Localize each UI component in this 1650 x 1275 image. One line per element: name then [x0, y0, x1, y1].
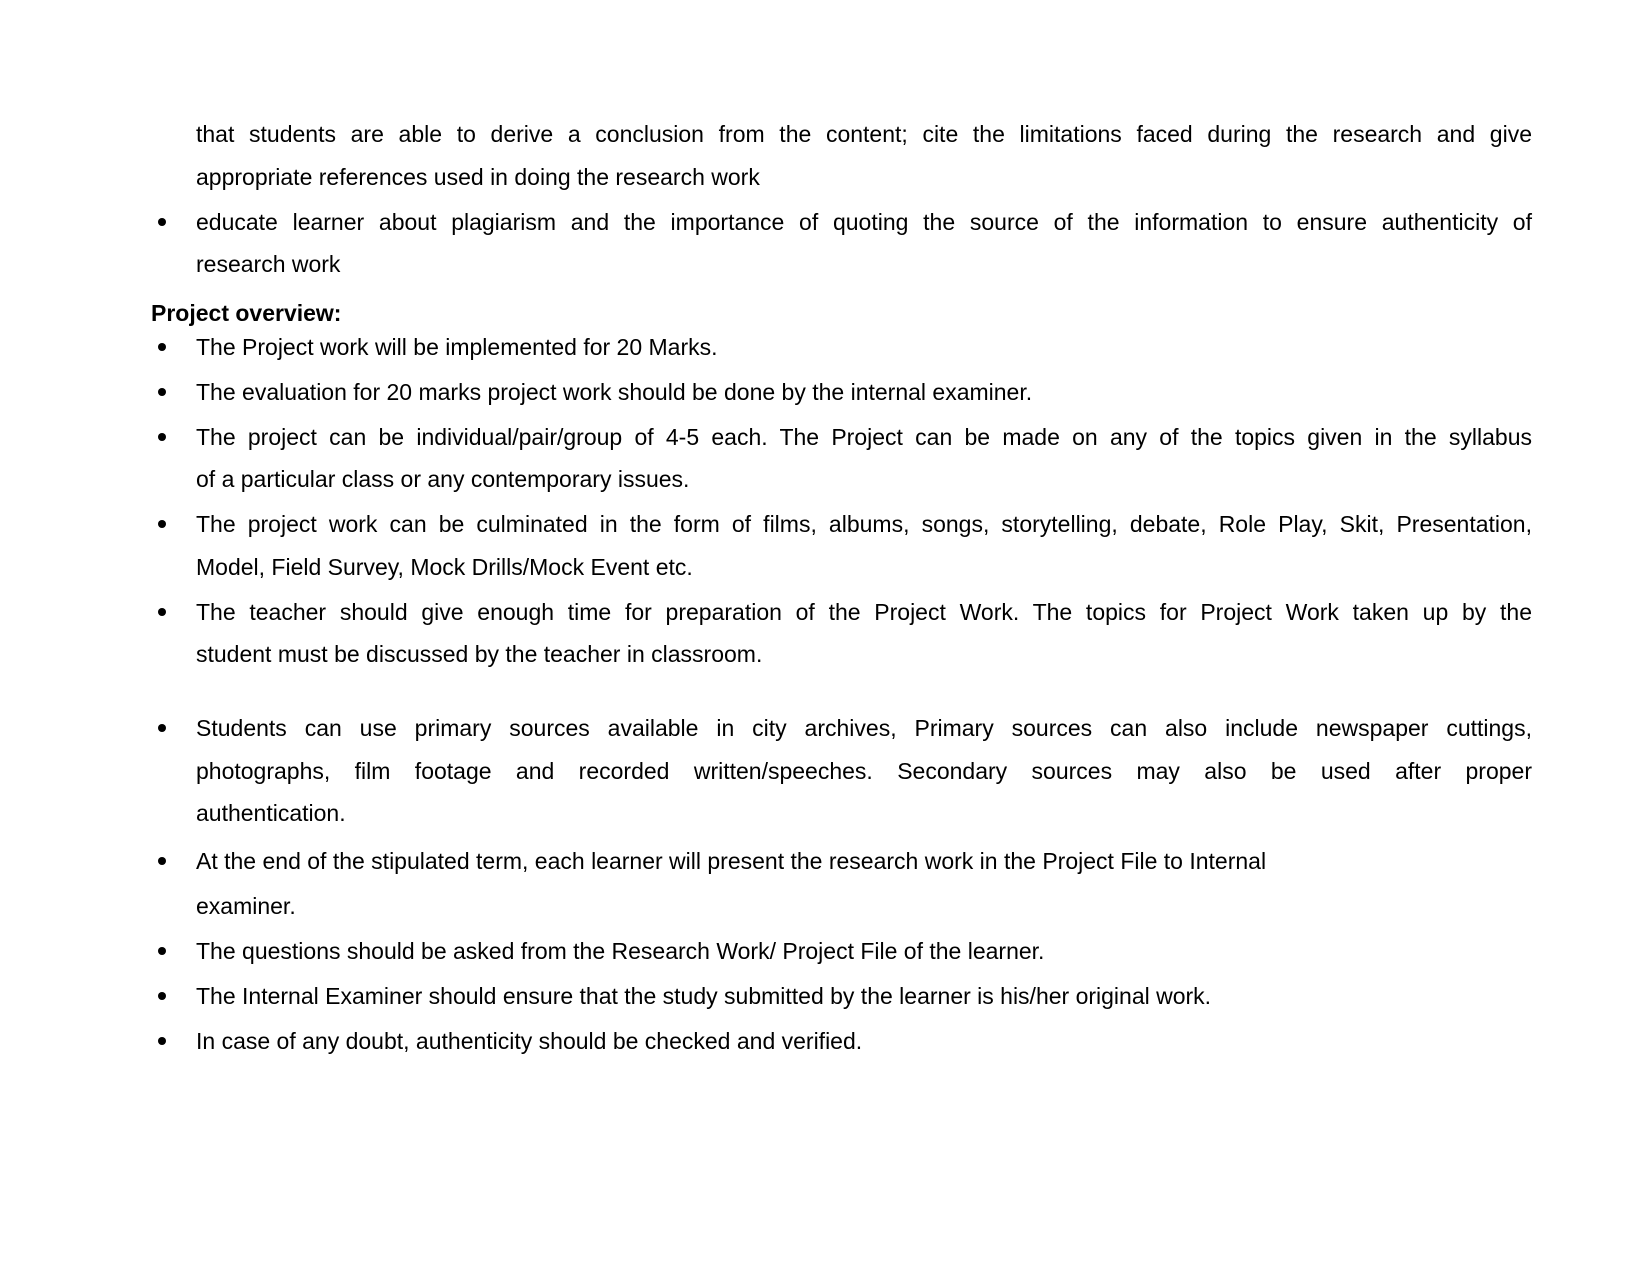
bullet-icon — [158, 840, 170, 882]
section-heading: Project overview: — [151, 300, 342, 326]
bullet-icon — [158, 503, 170, 545]
list-item-line: research work — [196, 251, 341, 277]
list-item-line: The Project work will be implemented for 20 Marks. — [196, 334, 718, 360]
list-item-line: In case of any doubt, authenticity should be checked and verified. — [196, 1028, 863, 1054]
bullet-icon — [158, 930, 170, 972]
list-item-line: examiner. — [196, 893, 296, 919]
bullet-icon — [158, 975, 170, 1017]
paragraph-line: appropriate references used in doing the research work — [196, 164, 760, 190]
list-item-line: student must be discussed by the teacher in classroom. — [196, 641, 763, 667]
list-item-line: authentication. — [196, 800, 346, 826]
list-item-line: At the end of the stipulated term, each learner will present the research work in the Project File to Internal — [196, 848, 1267, 874]
list-item-line: The Internal Examiner should ensure that the study submitted by the learner is his/her original work. — [196, 983, 1212, 1009]
bullet-icon — [158, 201, 170, 243]
list-item-line: The evaluation for 20 marks project work should be done by the internal examiner. — [196, 379, 1033, 405]
list-item-line: educate learner about plagiarism and the importance of quoting the source of the information to ensure authenticity of — [196, 209, 1532, 235]
bullet-icon — [158, 707, 170, 749]
list-item-line: Students can use primary sources available in city archives, Primary sources can also include newspaper cuttings, — [196, 715, 1532, 741]
list-item-line: The project work can be culminated in the form of films, albums, songs, storytelling, debate, Role Play, Skit, Presentation, — [196, 511, 1532, 537]
list-item-line: The project can be individual/pair/group of 4-5 each. The Project can be made on any of the topics given in the syllabus — [196, 424, 1532, 450]
list-item-line: photographs, film footage and recorded written/speeches. Secondary sources may also be used after proper — [196, 758, 1532, 784]
list-item-line: The teacher should give enough time for preparation of the Project Work. The topics for Project Work taken up by the — [196, 599, 1532, 625]
bullet-icon — [158, 371, 170, 413]
bullet-icon — [158, 416, 170, 458]
list-item-line: of a particular class or any contemporary issues. — [196, 466, 690, 492]
list-item-line: Model, Field Survey, Mock Drills/Mock Event etc. — [196, 554, 693, 580]
list-item-line: The questions should be asked from the Research Work/ Project File of the learner. — [196, 938, 1045, 964]
bullet-icon — [158, 326, 170, 368]
bullet-icon — [158, 591, 170, 633]
paragraph-line: that students are able to derive a conclusion from the content; cite the limitations faced during the research and give — [196, 121, 1532, 147]
bullet-icon — [158, 1020, 170, 1062]
